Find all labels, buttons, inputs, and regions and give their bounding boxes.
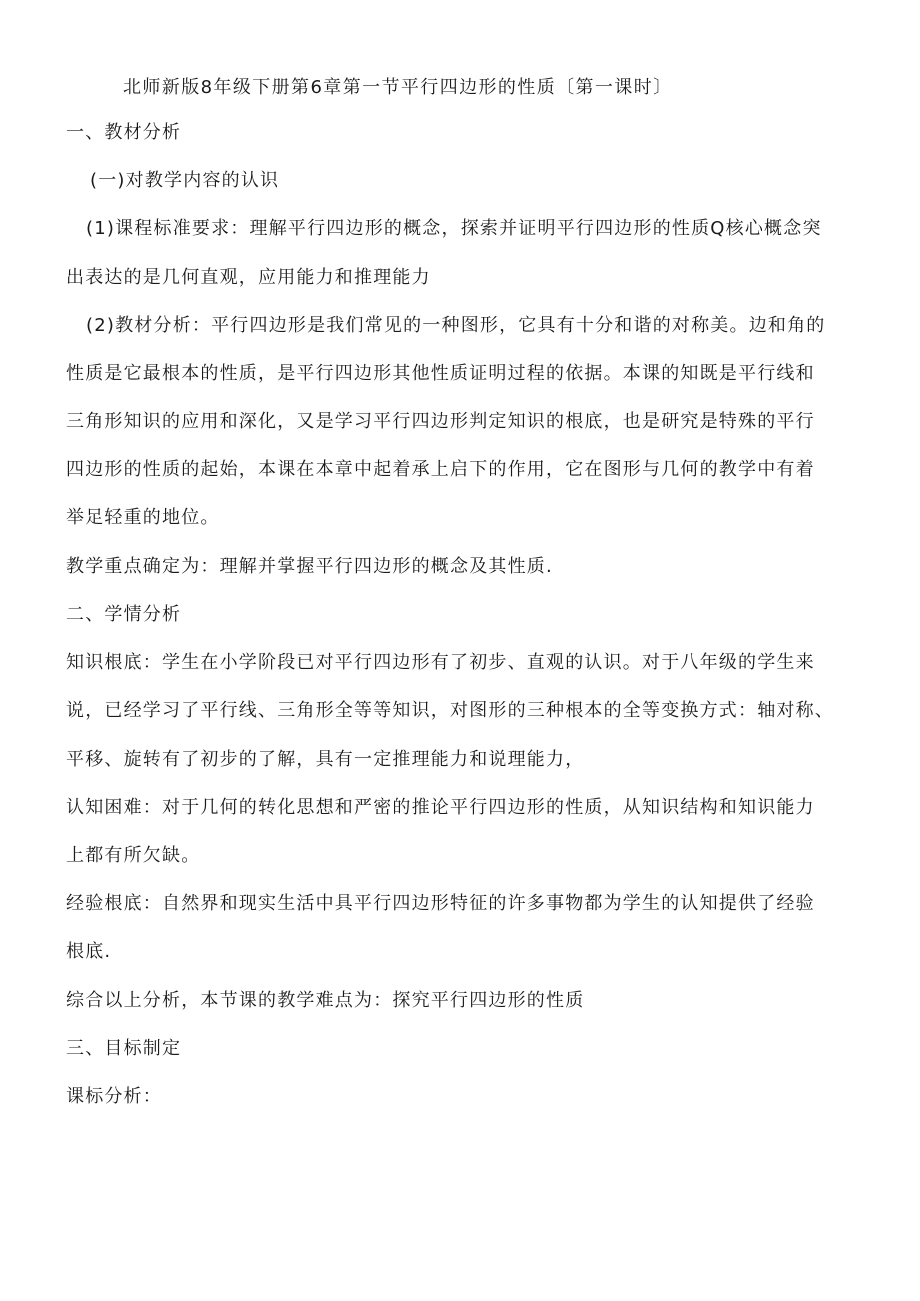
paragraph-cognitive-difficulty-line-2: 上都有所欠缺。 [66,845,201,866]
subsection-heading-content-understanding: (一)对教学内容的认识 [90,170,280,191]
paragraph-knowledge-base-line-2: 说，已经学习了平行线、三角形全等等知识，对图形的三种根本的全等变换方式：轴对称、 [66,700,834,721]
teaching-difficulty: 综合以上分析，本节课的教学难点为：探究平行四边形的性质 [66,990,585,1011]
paragraph-knowledge-base-line-3: 平移、旋转有了初步的了解，具有一定推理能力和说理能力， [66,749,585,770]
paragraph-experience-base-line-2: 根底. [66,941,112,962]
paragraph-knowledge-base-line-1: 知识根底：学生在小学阶段已对平行四边形有了初步、直观的认识。对于八年级的学生来 [66,652,815,673]
curriculum-standard-analysis-label: 课标分析： [66,1086,162,1107]
paragraph-curriculum-line-2: 出表达的是几何直观，应用能力和推理能力 [66,267,431,288]
paragraph-textbook-line-2: 性质是它最根本的性质，是平行四边形其他性质证明过程的依据。本课的知既是平行线和 [66,363,815,384]
paragraph-experience-base-line-1: 经验根底：自然界和现实生活中具平行四边形特征的许多事物都为学生的认知提供了经验 [66,893,815,914]
section-heading-student-analysis: 二、学情分析 [66,604,182,625]
paragraph-textbook-line-3: 三角形知识的应用和深化，又是学习平行四边形判定知识的根底，也是研究是特殊的平行 [66,411,815,432]
paragraph-curriculum-line-1: (1)课程标准要求：理解平行四边形的概念，探索并证明平行四边形的性质Q核心概念突 [86,218,822,239]
paragraph-textbook-line-5: 举足轻重的地位。 [66,507,220,528]
section-heading-objectives: 三、目标制定 [66,1038,182,1059]
paragraph-textbook-line-4: 四边形的性质的起始，本课在本章中起着承上启下的作用，它在图形与几何的教学中有着 [66,459,815,480]
document-title: 北师新版8年级下册第6章第一节平行四边形的性质〔第一课时〕 [123,77,673,98]
teaching-focus: 教学重点确定为：理解并掌握平行四边形的概念及其性质. [66,556,553,577]
paragraph-cognitive-difficulty-line-1: 认知困难：对于几何的转化思想和严密的推论平行四边形的性质，从知识结构和知识能力 [66,797,815,818]
section-heading-textbook-analysis: 一、教材分析 [66,122,182,143]
paragraph-textbook-line-1: (2)教材分析：平行四边形是我们常见的一种图形，它具有十分和谐的对称美。边和角的 [86,315,826,336]
